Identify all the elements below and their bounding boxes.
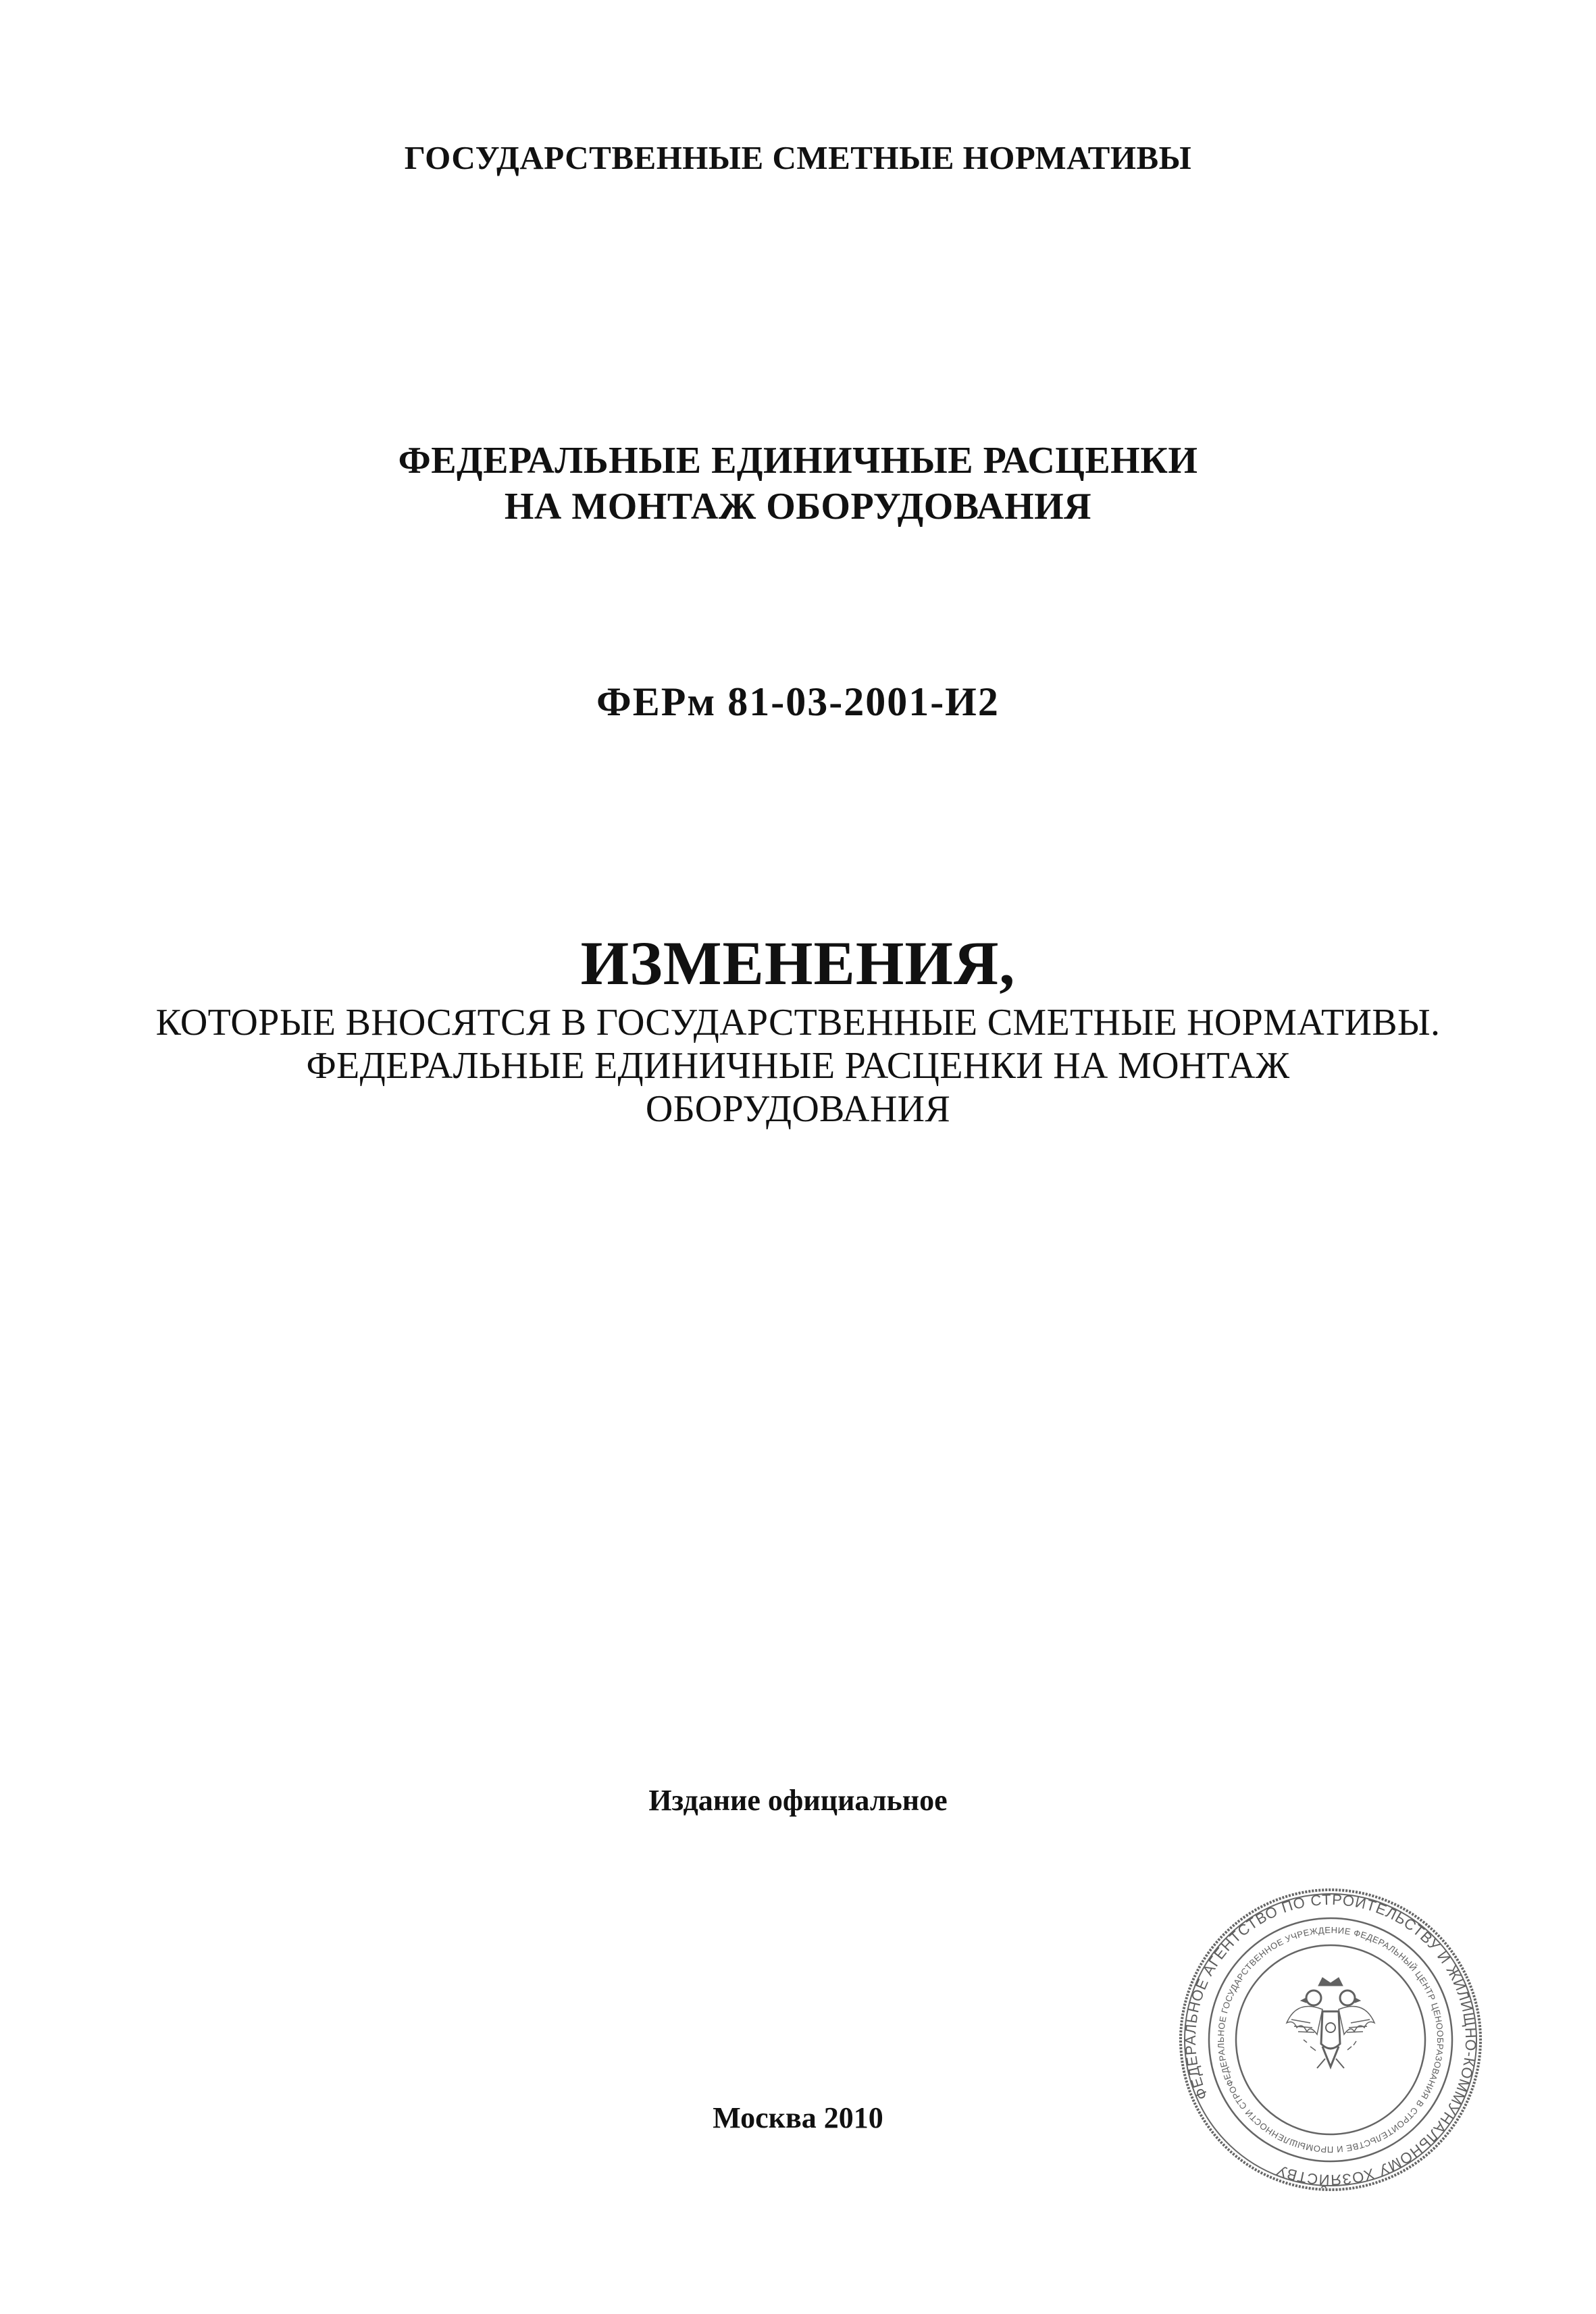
edition-label: Издание официальное	[648, 1784, 948, 1817]
seal-outer-text: ФЕДЕРАЛЬНОЕ АГЕНТСТВО ПО СТРОИТЕЛЬСТВУ И ЖИЛИЩНО-КОММУНАЛЬНОМУ ХОЗЯЙСТВУ	[1181, 1891, 1480, 2189]
seal-inner-text: ФЕДЕРАЛЬНОЕ ГОСУДАРСТВЕННОЕ УЧРЕЖДЕНИЕ ФЕДЕРАЛЬНЫЙ ЦЕНТР ЦЕНООБРАЗОВАНИЯ В СТРОИТЕЛЬСТВЕ И ПРОМЫШЛЕННОСТИ СТРОИТЕЛЬНЫХ	[1215, 1924, 1446, 2155]
official-seal-stamp	[1175, 1884, 1486, 2195]
changes-line-3: ОБОРУДОВАНИЯ	[645, 1088, 951, 1130]
svg-text:ФЕДЕРАЛЬНОЕ ГОСУДАРСТВЕННОЕ УЧ	[1175, 1884, 1483, 2195]
changes-line-2: ФЕДЕРАЛЬНЫЕ ЕДИНИЧНЫЕ РАСЦЕНКИ НА МОНТАЖ	[306, 1045, 1290, 1087]
document-code: ФЕРм 81-03-2001-И2	[596, 679, 1000, 724]
city-year: Москва 2010	[713, 2101, 883, 2134]
changes-heading: ИЗМЕНЕНИЯ,	[580, 929, 1016, 998]
title-line-2: НА МОНТАЖ ОБОРУДОВАНИЯ	[504, 486, 1092, 528]
series-header: ГОСУДАРСТВЕННЫЕ СМЕТНЫЕ НОРМАТИВЫ	[404, 139, 1192, 176]
seal-inner-ring	[1205, 1914, 1456, 2165]
eagle-emblem-icon	[1287, 1978, 1374, 2068]
title-line-1: ФЕДЕРАЛЬНЫЕ ЕДИНИЧНЫЕ РАСЦЕНКИ	[398, 440, 1198, 482]
changes-line-1: КОТОРЫЕ ВНОСЯТСЯ В ГОСУДАРСТВЕННЫЕ СМЕТНЫЕ НОРМАТИВЫ.	[155, 1002, 1441, 1044]
